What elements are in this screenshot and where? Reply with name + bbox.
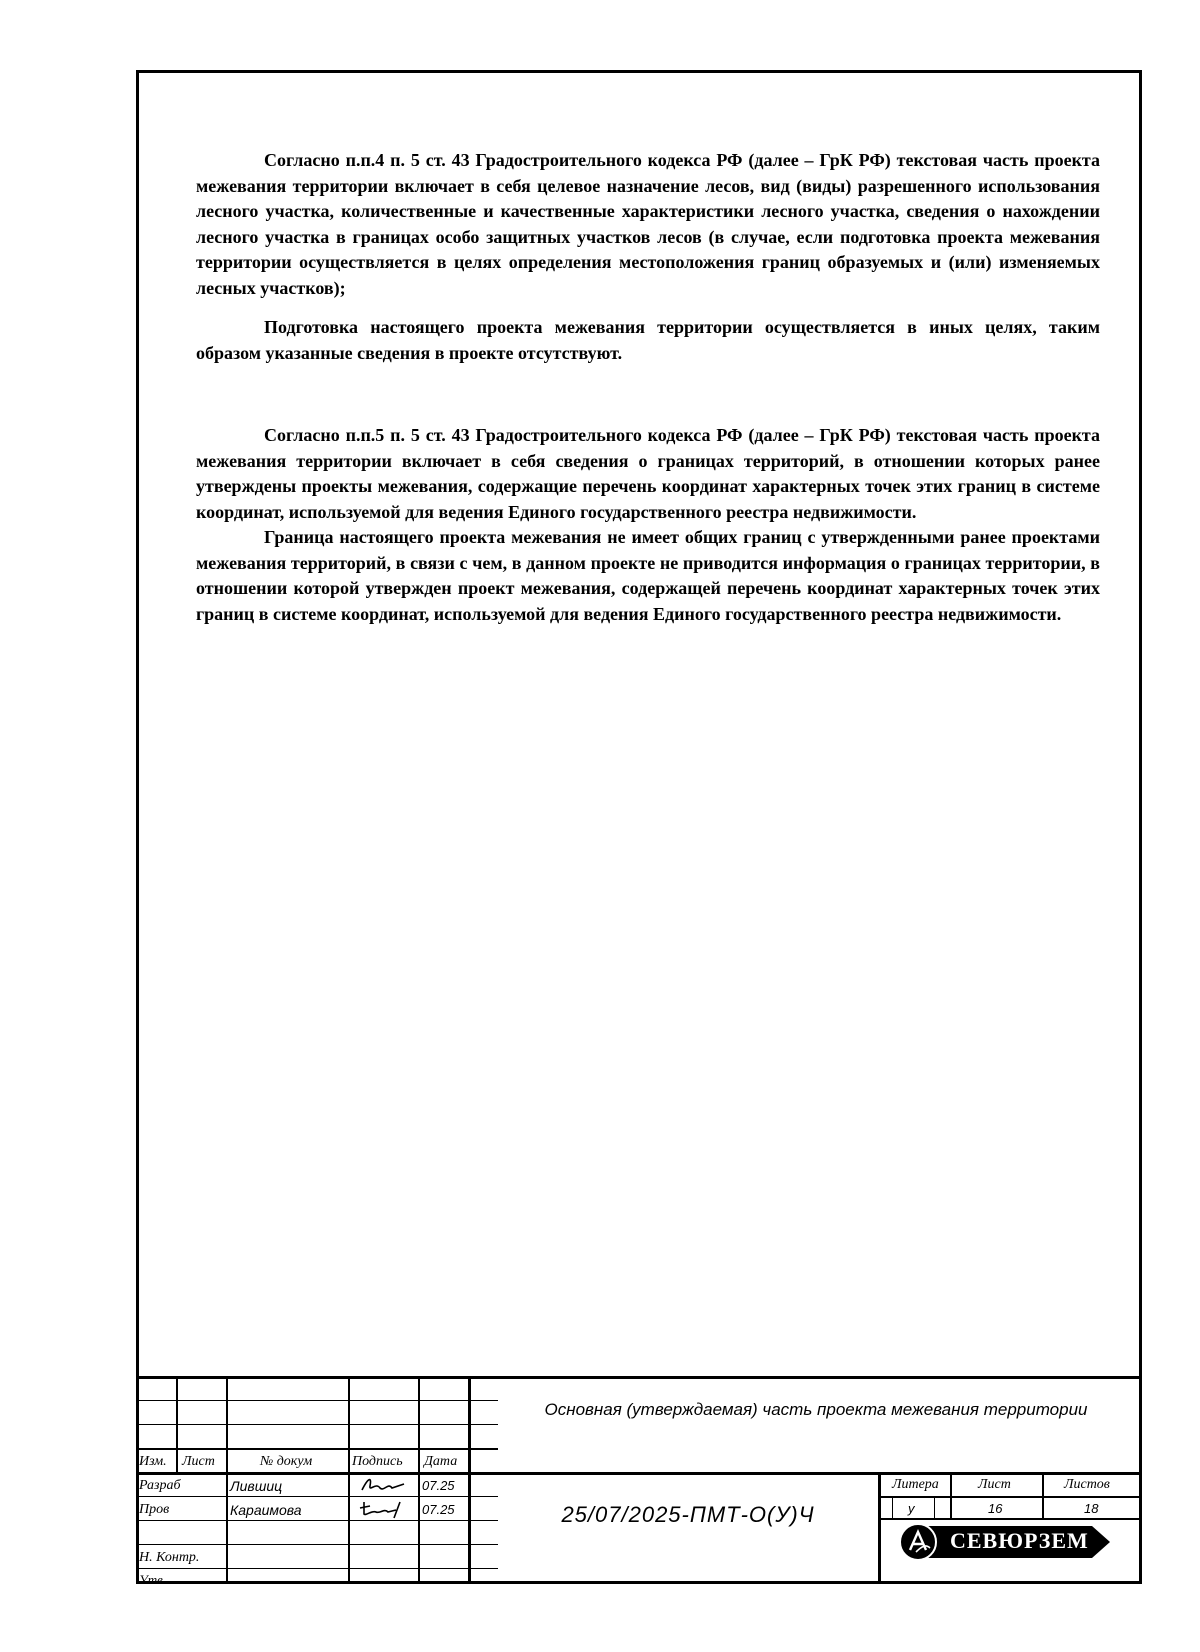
role-developer: Разраб [139, 1478, 181, 1493]
header-doc-number: № докум [260, 1454, 313, 1469]
paragraph-4: Граница настоящего проекта межевания не имеет общих границ с утвержденными ранее проектами межевания территорий, в связи с чем, в данном проекте не приводится информация о границах территории, в отношении которой утвержден проект межевания, содержащей перечень координат характерных точек этих границ в системе координат, используемой для ведения Единого государственного реестра недвижимости. [196, 527, 1100, 624]
paragraph-2: Подготовка настоящего проекта межевания территории осуществляется в иных целях, таким образом указанные сведения в проекте отсутствуют. [196, 317, 1100, 363]
header-list: Лист [182, 1454, 215, 1469]
sheets-value: 18 [1084, 1501, 1099, 1516]
document-title: Основная (утверждаемая) часть проекта межевания территории [544, 1400, 1088, 1419]
litera-label: Литера [892, 1477, 939, 1492]
header-date: Дата [424, 1454, 458, 1469]
paragraph-1: Согласно п.п.4 п. 5 ст. 43 Градостроительного кодекса РФ (далее – ГрК РФ) текстовая часть проекта межевания территории включает в себя целевое назначение лесов, вид (виды) разрешенного использования лесного участка, количественные и качественные характеристики лесного участка, сведения о нахождении лесного участка в границах особо защитных участков лесов (в случае, если подготовка проекта межевания территории осуществляется в целях определения местоположения границ образуемых и (или) изменяемых лесных участков); [196, 150, 1100, 298]
company-name: СЕВЮРЗЕМ [950, 1528, 1089, 1553]
sheets-label: Листов [1064, 1477, 1110, 1492]
name-developer: Лившиц [230, 1478, 283, 1494]
company-logo [896, 1522, 1112, 1562]
sheet-value: 16 [988, 1501, 1003, 1516]
header-izm: Изм. [139, 1454, 167, 1469]
role-approver: Утв [139, 1572, 163, 1587]
litera-value: у [908, 1501, 915, 1516]
date-checker: 07.25 [422, 1502, 455, 1517]
date-developer: 07.25 [422, 1478, 455, 1493]
paragraph-3: Согласно п.п.5 п. 5 ст. 43 Градостроительного кодекса РФ (далее – ГрК РФ) текстовая часть проекта межевания территории включает в себя сведения о границах территорий, в отношении которых ранее утверждены проекты межевания, содержащие перечень координат характерных точек этих границ в системе координат, используемой для ведения Единого государственного реестра недвижимости. [196, 425, 1100, 522]
signature-checker [356, 1498, 416, 1520]
document-body [196, 148, 1100, 627]
signature-developer [358, 1474, 414, 1496]
name-checker: Караимова [230, 1502, 302, 1518]
role-checker: Пров [139, 1502, 170, 1517]
document-code: 25/07/2025-ПМТ-О(У)Ч [561, 1502, 815, 1527]
header-signature: Подпись [352, 1454, 403, 1469]
role-norm-control: Н. Контр. [139, 1550, 200, 1565]
title-block [136, 1376, 1142, 1587]
sheet-label: Лист [978, 1477, 1011, 1492]
